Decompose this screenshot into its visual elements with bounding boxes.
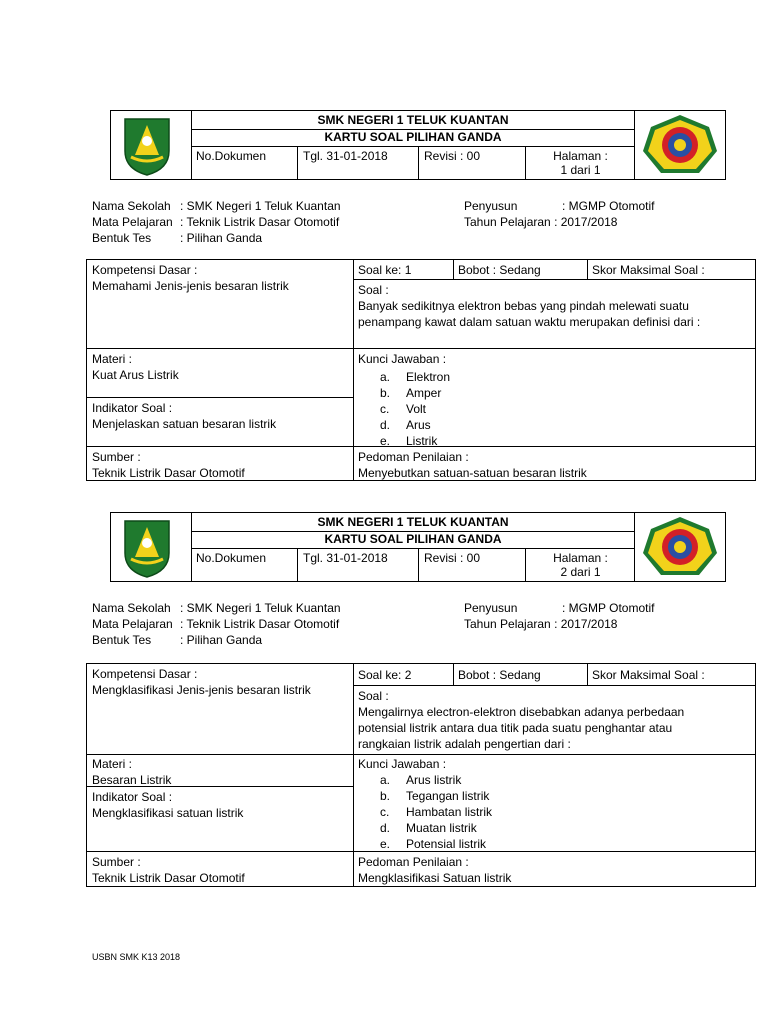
kd-label: Kompetensi Dasar :: [92, 667, 198, 681]
kompetensi-dasar: [87, 260, 353, 296]
tahun-label: Tahun Pelajaran: [464, 215, 551, 229]
question-table: [86, 259, 756, 481]
pedoman-value: Mengklasifikasi Satuan listrik: [358, 871, 512, 885]
question-table: [86, 663, 756, 887]
options-list: [358, 772, 750, 852]
bobot: Bobot : Sedang: [458, 263, 541, 277]
regional-emblem-logo: [111, 513, 192, 581]
materi-value: Kuat Arus Listrik: [92, 368, 179, 382]
soal-label: Soal :: [358, 283, 389, 297]
mata-pelajaran-label: Mata Pelajaran: [92, 617, 173, 631]
pedoman-label: Pedoman Penilaian :: [358, 450, 469, 464]
option-item: d. Arus: [380, 418, 431, 432]
bentuk-tes-label: Bentuk Tes: [92, 633, 152, 647]
kd-value: Mengklasifikasi Jenis-jenis besaran listrik: [92, 683, 311, 697]
mata-pelajaran-label: Mata Pelajaran: [92, 215, 173, 229]
options-list: [358, 369, 750, 449]
halaman-label: Halaman :: [553, 149, 608, 163]
no-dokumen: No.Dokumen: [191, 548, 298, 581]
school-badge-logo: [634, 111, 725, 179]
mata-pelajaran: : Teknik Listrik Dasar Otomotif: [180, 617, 340, 631]
kd-label: Kompetensi Dasar :: [92, 263, 198, 277]
option-item: a. Arus listrik: [380, 773, 462, 787]
card-title: KARTU SOAL PILIHAN GANDA: [191, 129, 635, 147]
sumber-value: Teknik Listrik Dasar Otomotif: [92, 466, 245, 480]
halaman: [526, 548, 635, 581]
indikator-label: Indikator Soal :: [92, 401, 173, 415]
no-dokumen: No.Dokumen: [191, 146, 298, 179]
soal-line: Banyak sedikitnya elektron bebas yang pindah melewati suatu: [358, 299, 689, 313]
option-item: c. Volt: [380, 402, 427, 416]
nama-sekolah-label: Nama Sekolah: [92, 199, 171, 213]
materi-label: Materi :: [92, 757, 133, 771]
kd-value: Memahami Jenis-jenis besaran listrik: [92, 279, 289, 293]
skor-maksimal: Skor Maksimal Soal :: [592, 263, 705, 277]
option-item: b. Tegangan listrik: [380, 789, 490, 803]
school-info-right: [464, 600, 654, 632]
option-item: e. Listrik: [380, 434, 438, 448]
soal-line: Mengalirnya electron-elektron disebabkan adanya perbedaan: [358, 705, 685, 719]
school-name: SMK NEGERI 1 TELUK KUANTAN: [191, 111, 635, 130]
revisi: Revisi : 00: [419, 548, 526, 581]
bobot: Bobot : Sedang: [458, 668, 541, 682]
soal: [353, 280, 755, 332]
indikator: [87, 787, 353, 823]
sumber: [87, 447, 353, 483]
school-badge-logo: [634, 513, 725, 581]
school-info-left: [92, 198, 341, 246]
nama-sekolah: : SMK Negeri 1 Teluk Kuantan: [180, 199, 341, 213]
revisi: Revisi : 00: [419, 146, 526, 179]
sumber: [87, 852, 353, 888]
soal-line: penampang kawat dalam satuan waktu merupakan definisi dari :: [358, 315, 701, 329]
halaman-value: 1 dari 1: [560, 163, 601, 177]
page-footer: USBN SMK K13 2018: [92, 952, 181, 962]
school-name: SMK NEGERI 1 TELUK KUANTAN: [191, 513, 635, 532]
materi-label: Materi :: [92, 352, 133, 366]
option-item: a. Elektron: [380, 370, 451, 384]
school-info-left: [92, 600, 341, 648]
penyusun-label: Penyusun: [464, 199, 518, 213]
pedoman-value: Menyebutkan satuan-satuan besaran listrik: [358, 466, 587, 480]
soal-label: Soal :: [358, 689, 389, 703]
kompetensi-dasar: [87, 664, 353, 700]
materi-value: Besaran Listrik: [92, 773, 172, 787]
mata-pelajaran: : Teknik Listrik Dasar Otomotif: [180, 215, 340, 229]
sumber-label: Sumber :: [92, 450, 141, 464]
nama-sekolah: : SMK Negeri 1 Teluk Kuantan: [180, 601, 341, 615]
bentuk-tes: : Pilihan Ganda: [180, 633, 263, 647]
nama-sekolah-label: Nama Sekolah: [92, 601, 171, 615]
option-item: d. Muatan listrik: [380, 821, 477, 835]
soal-line: potensial listrik antara dua titik pada suatu penghantar atau: [358, 721, 673, 735]
school-info-right: [464, 198, 654, 230]
pedoman-penilaian: [353, 852, 755, 888]
card-title: KARTU SOAL PILIHAN GANDA: [191, 531, 635, 549]
card-header: [110, 512, 726, 582]
penyusun: : MGMP Otomotif: [562, 199, 655, 213]
sumber-value: Teknik Listrik Dasar Otomotif: [92, 871, 245, 885]
tahun: : 2017/2018: [554, 617, 618, 631]
sumber-label: Sumber :: [92, 855, 141, 869]
option-item: b. Amper: [380, 386, 442, 400]
indikator-label: Indikator Soal :: [92, 790, 173, 804]
indikator-value: Mengklasifikasi satuan listrik: [92, 806, 244, 820]
materi: [87, 754, 353, 790]
soal-ke: Soal ke: 1: [358, 263, 412, 277]
soal-ke: Soal ke: 2: [358, 668, 412, 682]
soal-line: rangkaian listrik adalah pengertian dari :: [358, 737, 571, 751]
penyusun: : MGMP Otomotif: [562, 601, 655, 615]
kunci-jawaban: [353, 349, 755, 451]
bentuk-tes-label: Bentuk Tes: [92, 231, 152, 245]
skor-maksimal: Skor Maksimal Soal :: [592, 668, 705, 682]
card-header: [110, 110, 726, 180]
pedoman-penilaian: [353, 447, 755, 483]
halaman: [526, 146, 635, 179]
penyusun-label: Penyusun: [464, 601, 518, 615]
tanggal: Tgl. 31-01-2018: [298, 548, 419, 581]
tahun: : 2017/2018: [554, 215, 618, 229]
bentuk-tes: : Pilihan Ganda: [180, 231, 263, 245]
kunci-label: Kunci Jawaban :: [358, 757, 447, 771]
option-item: c. Hambatan listrik: [380, 805, 493, 819]
kunci-label: Kunci Jawaban :: [358, 352, 447, 366]
indikator-value: Menjelaskan satuan besaran listrik: [92, 417, 277, 431]
option-item: e. Potensial listrik: [380, 837, 487, 851]
soal: [353, 686, 755, 754]
tahun-label: Tahun Pelajaran: [464, 617, 551, 631]
regional-emblem-logo: [111, 111, 192, 179]
indikator: [87, 398, 353, 434]
materi: [87, 349, 353, 385]
halaman-value: 2 dari 1: [560, 565, 601, 579]
pedoman-label: Pedoman Penilaian :: [358, 855, 469, 869]
tanggal: Tgl. 31-01-2018: [298, 146, 419, 179]
halaman-label: Halaman :: [553, 551, 608, 565]
kunci-jawaban: [353, 754, 755, 854]
